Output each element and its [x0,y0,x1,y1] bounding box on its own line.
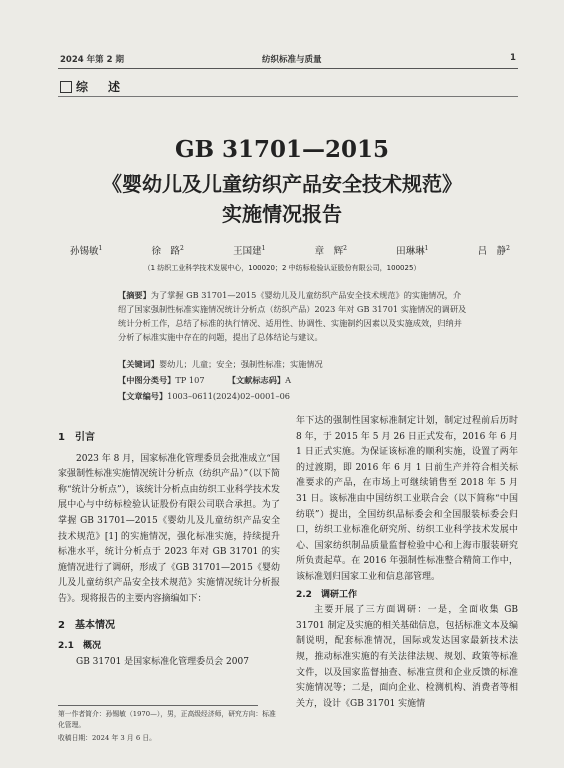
section-tag [60,78,122,95]
author: 王国建$^1$ [233,244,266,257]
header-rule [58,68,518,69]
clc-value: TP 107 [175,375,205,385]
subsection-heading-survey: 2.2 调研工作 [296,589,357,600]
abstract [118,288,468,344]
author: 孙锡敏$^1$ [70,244,103,257]
survey-paragraph: 主要开展了三方面调研：一是，全面收集 GB 31701 制定及实施的相关基础信息，包括标准文本及编制说明，配套标准情况，国际或发达国家最新技术法规，推动标准实施的有关法律法规、规划、政策等标准文件，以及国家监督抽查、标准宣贯和企业反馈的标准实施情况等；二是，面向企业、检测机构、消费者等相关方，设计《GB 31701 实施情 [296,605,518,709]
keywords-text: 婴幼儿；儿童；安全；强制性标准；实施情况 [158,359,323,369]
title-line-1: GB 31701—2015 [174,136,390,163]
footnote-rule [58,705,258,706]
section-heading-basic-info: 2 基本情况 [58,619,115,631]
overview-paragraph: GB 31701 是国家标准化管理委员会 2007 [76,656,249,667]
section-tag-char-2: 述 [108,80,123,94]
section-tag-char-1: 综 [76,80,91,94]
author: 吕 静$^2$ [477,244,510,257]
title-line-2: 《婴幼儿及儿童纺织产品安全技术规范》 [102,172,462,196]
running-header-issue: 2024 年第 2 期 [60,55,124,65]
keywords-label: 【关键词】 [118,359,159,369]
clc-label: 【中图分类号】 [118,375,176,385]
right-column [296,414,518,712]
running-header-journal: 纺织标准与质量 [262,55,322,65]
section-heading-introduction: 1 引言 [58,432,95,443]
author: 章 辉$^2$ [314,244,347,257]
doc-code-value: A [285,375,291,385]
article-number [118,391,498,402]
checkbox-square-icon [60,81,72,93]
section-rule [58,96,518,97]
author-footnote: 第一作者简介：孙锡敏（1970—），男，正高级经济师，研究方向：标准化管理。 [58,710,276,729]
article-no-value: 1003–0611(2024)02–0001–06 [167,391,290,401]
classification [118,375,498,386]
author: 徐 路$^2$ [151,244,184,257]
page-number: 1 [510,53,516,63]
affiliation: （1 纺织工业科学技术发展中心，100020；2 中纺标检验认证股份有限公司，100025） [143,264,421,272]
author: 田琳琳$^1$ [396,244,429,257]
keywords [118,359,498,370]
overview-paragraph-continued: 年下达的强制性国家标准制定计划，制定过程前后历时 8 年，于 2015 年 5 月 26 日正式发布，2016 年 6 月 1 日正式实施。为保证该标准的顺利实施，设置了两年的过渡期，即 2016 年 6 月 1 日前生产并符合相关标准要求的产品，在市场上可继续销售至 2018 年 5 月 31 日。该标准由中国纺织工业联合会（以下简称“中国纺联”）提出，全国纺织品标委会和全国服装标委会归口，纺织工业标准化研究所、纺织工业科学技术发展中心、国家纺织制品质量监督检验中心和上海市服装研究所负责起草。在 2016 年强制性标准整合精简工作中，该标准划归国家工业和信息部管理。 [296,416,518,582]
intro-paragraph: 2023 年 8 月，国家标准化管理委员会批准成立“国家强制性标准实施情况统计分析点（纺织产品）”（以下简称“统计分析点”），该统计分析点由纺织工业科学技术发展中心与中纺标检验认证股份有限公司联合承担。为了掌握 GB 31701—2015《婴幼儿及儿童纺织产品安全技术规范》[1] 的实施情况，强化标准实施，持续提升标准水平，统计分析点于 2023 年对 GB 31701 的实施情况进行了调研，形成了《GB 31701—2015《婴幼儿及儿童纺织产品安全技术规范》实施情况统计分析报告》。现将报告的主要内容摘编如下： [58,453,280,604]
abstract-text: 为了掌握 GB 31701—2015《婴幼儿及儿童纺织产品安全技术规范》的实施情况，介绍了国家强制性标准实施情况统计分析点（纺织产品）2023 年对 GB 31701 实施情况的调研及统计分析工作，总结了标准的执行情况、适用性、协调性、实施制约因素以及实施成效，归纳并分析了标准实施中存在的问题，提出了总体结论与建议。 [118,290,467,342]
left-column [58,420,280,670]
abstract-label: 【摘要】 [118,290,151,300]
subsection-heading-overview: 2.1 概况 [58,641,101,652]
doc-code-label: 【文献标志码】 [227,375,286,385]
author-list [70,243,510,257]
received-date: 收稿日期：2024 年 3 月 6 日。 [58,734,156,742]
article-no-label: 【文章编号】 [118,391,168,401]
title-line-3: 实施情况报告 [222,202,342,226]
